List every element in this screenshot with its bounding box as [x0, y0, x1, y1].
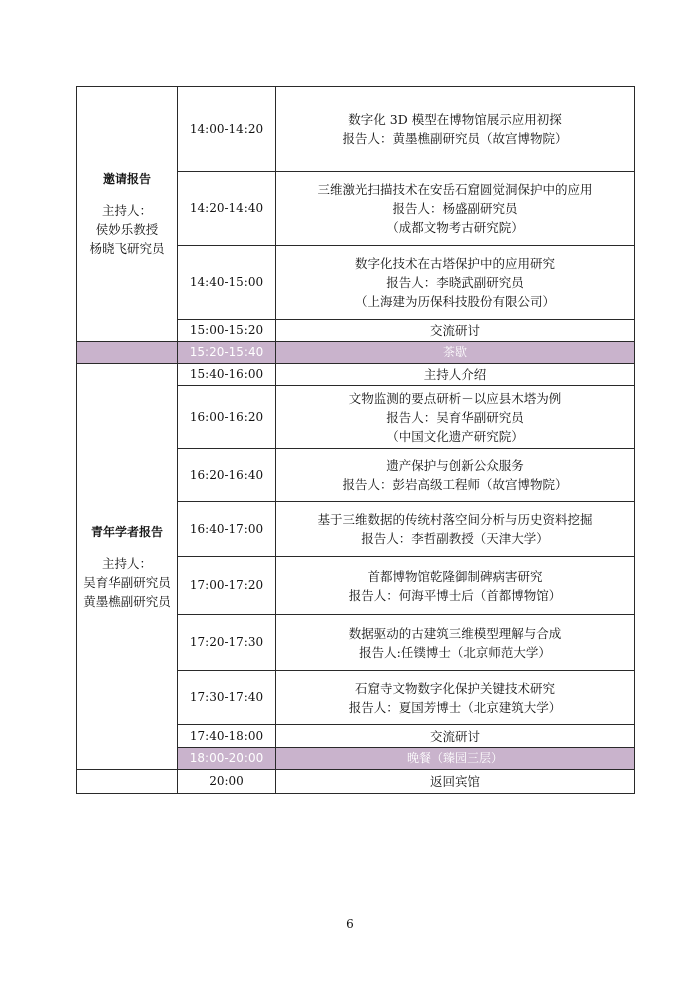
talk-title: 首都博物馆乾隆御制碑病害研究 — [367, 568, 543, 584]
talk-title: 三维激光扫描技术在安岳石窟圆觉洞保护中的应用 — [317, 182, 593, 197]
break-row — [77, 342, 635, 364]
session-title: 邀请报告 — [102, 172, 151, 186]
talk-affiliation: （中国文化遗产研究院） — [386, 428, 524, 444]
time-cell: 16:40-17:00 — [178, 502, 276, 557]
session-cell-young — [77, 364, 178, 770]
talk-speaker: 报告人：杨盛副研究员 — [392, 201, 518, 216]
talk-speaker: 报告人：李哲副教授（天津大学） — [361, 531, 549, 546]
break-time-cell: 15:20-15:40 — [178, 342, 276, 364]
talk-cell — [276, 502, 635, 557]
host-name: 杨晓飞研究员 — [89, 241, 165, 256]
time-cell: 14:20-14:40 — [178, 172, 276, 246]
talk-title: 遗产保护与创新公众服务 — [386, 458, 524, 473]
talk-cell — [276, 172, 635, 246]
time-cell: 17:00-17:20 — [178, 557, 276, 615]
blank-cell — [77, 770, 178, 794]
talk-title: 数字化 3D 模型在博物馆展示应用初探 — [348, 112, 562, 127]
talk-title: 基于三维数据的传统村落空间分析与历史资料挖掘 — [317, 512, 593, 527]
talk-speaker: 报告人：李晓武副研究员 — [386, 275, 524, 290]
break-time-cell: 18:00-20:00 — [178, 748, 276, 770]
time-cell: 14:00-14:20 — [178, 87, 276, 172]
break-label-cell: 晚餐（臻园三层） — [276, 748, 635, 770]
page-number: 6 — [346, 917, 354, 931]
schedule-table — [76, 86, 635, 794]
talk-speaker: 报告人：夏国芳博士（北京建筑大学） — [348, 699, 562, 715]
time-cell: 16:20-16:40 — [178, 449, 276, 502]
talk-cell — [276, 386, 635, 449]
talk-cell — [276, 671, 635, 725]
table-row — [77, 87, 635, 172]
host-name: 吴育华副研究员 — [83, 574, 171, 590]
talk-title: 石窟寺文物数字化保护关键技术研究 — [354, 680, 555, 696]
talk-speaker: 报告人：吴育华副研究员 — [386, 409, 524, 425]
session-title: 青年学者报告 — [90, 524, 163, 539]
time-cell: 14:40-15:00 — [178, 246, 276, 320]
time-cell: 16:00-16:20 — [178, 386, 276, 449]
time-cell: 15:40-16:00 — [178, 364, 276, 386]
talk-speaker: 报告人：彭岩高级工程师（故宫博物院） — [342, 477, 568, 492]
time-cell: 17:30-17:40 — [178, 671, 276, 725]
talk-cell: 交流研讨 — [276, 725, 635, 748]
table-row — [77, 770, 635, 794]
table-row — [77, 364, 635, 386]
talk-title: 数字化技术在古塔保护中的应用研究 — [354, 256, 555, 271]
talk-speaker: 报告人:任镤博士（北京师范大学） — [359, 644, 551, 660]
host-name: 黄墨樵副研究员 — [83, 593, 171, 609]
host-name: 侯妙乐教授 — [95, 222, 159, 237]
time-cell: 17:20-17:30 — [178, 615, 276, 671]
time-cell: 20:00 — [178, 770, 276, 794]
break-label-cell: 茶歇 — [276, 342, 635, 364]
session-cell-invited — [77, 87, 178, 342]
break-blank-cell — [77, 342, 178, 364]
talk-affiliation: （成都文物考古研究院） — [386, 220, 524, 235]
talk-title: 数据驱动的古建筑三维模型理解与合成 — [348, 625, 562, 641]
talk-cell: 主持人介绍 — [276, 364, 635, 386]
talk-speaker: 报告人：黄墨樵副研究员（故宫博物院） — [342, 131, 568, 146]
talk-title: 文物监测的要点研析－以应县木塔为例 — [348, 390, 562, 406]
talk-cell: 交流研讨 — [276, 320, 635, 342]
talk-cell — [276, 87, 635, 172]
talk-cell — [276, 246, 635, 320]
time-cell: 15:00-15:20 — [178, 320, 276, 342]
time-cell: 17:40-18:00 — [178, 725, 276, 748]
talk-speaker: 报告人：何海平博士后（首都博物馆） — [348, 587, 562, 603]
talk-cell — [276, 615, 635, 671]
host-label: 主持人： — [101, 555, 152, 571]
talk-affiliation: （上海建为历保科技股份有限公司） — [354, 294, 555, 309]
talk-cell: 返回宾馆 — [276, 770, 635, 794]
talk-cell — [276, 449, 635, 502]
host-label: 主持人： — [101, 203, 152, 218]
talk-cell — [276, 557, 635, 615]
